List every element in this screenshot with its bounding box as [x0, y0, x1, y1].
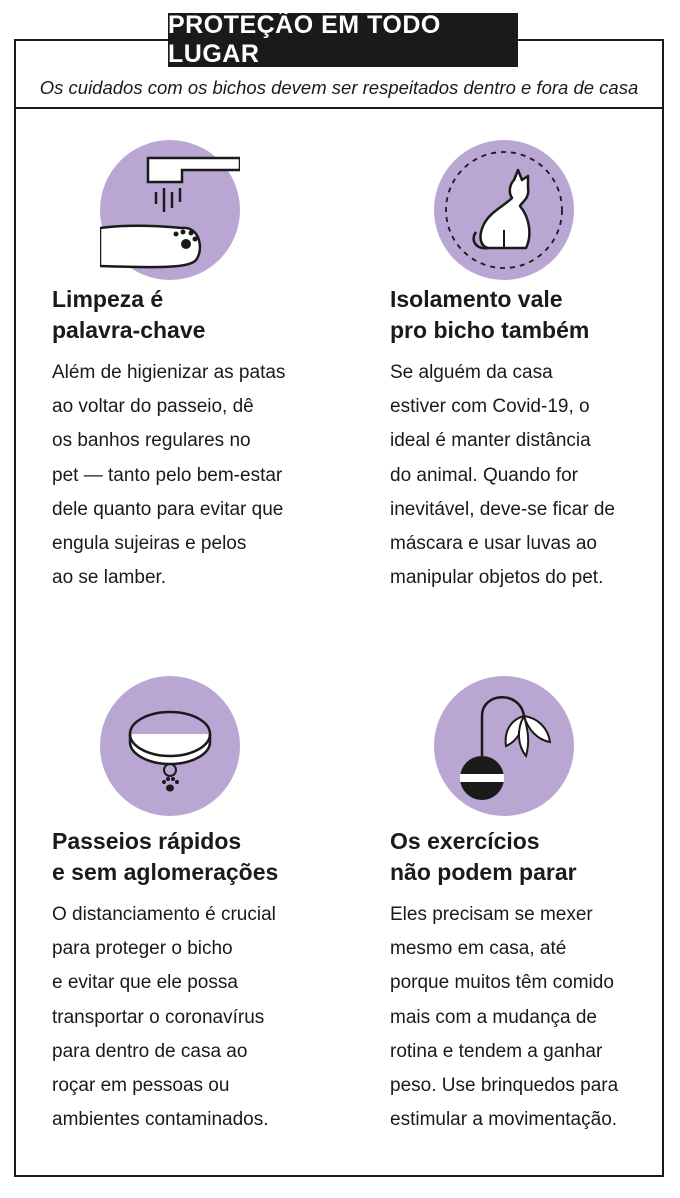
card-heading-isolamento: Isolamento vale pro bicho também — [390, 286, 590, 343]
divider — [14, 107, 664, 109]
card-heading-limpeza: Limpeza é palavra-chave — [52, 286, 206, 343]
subtitle: Os cuidados com os bichos devem ser respeitados dentro e fora de casa — [39, 77, 639, 98]
feather-toy-icon — [434, 676, 574, 816]
card-body-isolamento: Se alguém da casa estiver com Covid-19, o ideal é manter distância do animal. Quando for inevitável, deve-se ficar de máscara e usar luvas ao manipular objetos do pet. — [390, 362, 615, 589]
card-body-passeios: O distanciamento é crucial para proteger o bicho e evitar que ele possa transportar o coronavírus para dentro de casa ao roçar em pessoas ou ambientes contaminados. — [52, 904, 276, 1131]
card-body-limpeza: Além de higienizar as patas ao voltar do passeio, dê os banhos regulares no pet — tanto pelo bem-estar dele quanto para evitar que engula sujeiras e pelos ao se lamber. — [52, 362, 286, 589]
card-heading-passeios: Passeios rápidos e sem aglomerações — [52, 828, 279, 885]
card-heading-exercicios: Os exercícios não podem parar — [390, 828, 577, 885]
page-title: PROTEÇÃO EM TODO LUGAR — [168, 13, 518, 67]
collar-icon — [100, 676, 240, 816]
faucet-paw-icon — [100, 140, 240, 280]
cat-isolation-icon — [434, 140, 574, 280]
card-body-exercicios: Eles precisam se mexer mesmo em casa, até porque muitos têm comido mais com a mudança de rotina e tendem a ganhar peso. Use brinquedos para estimular a movimentação. — [390, 904, 619, 1131]
